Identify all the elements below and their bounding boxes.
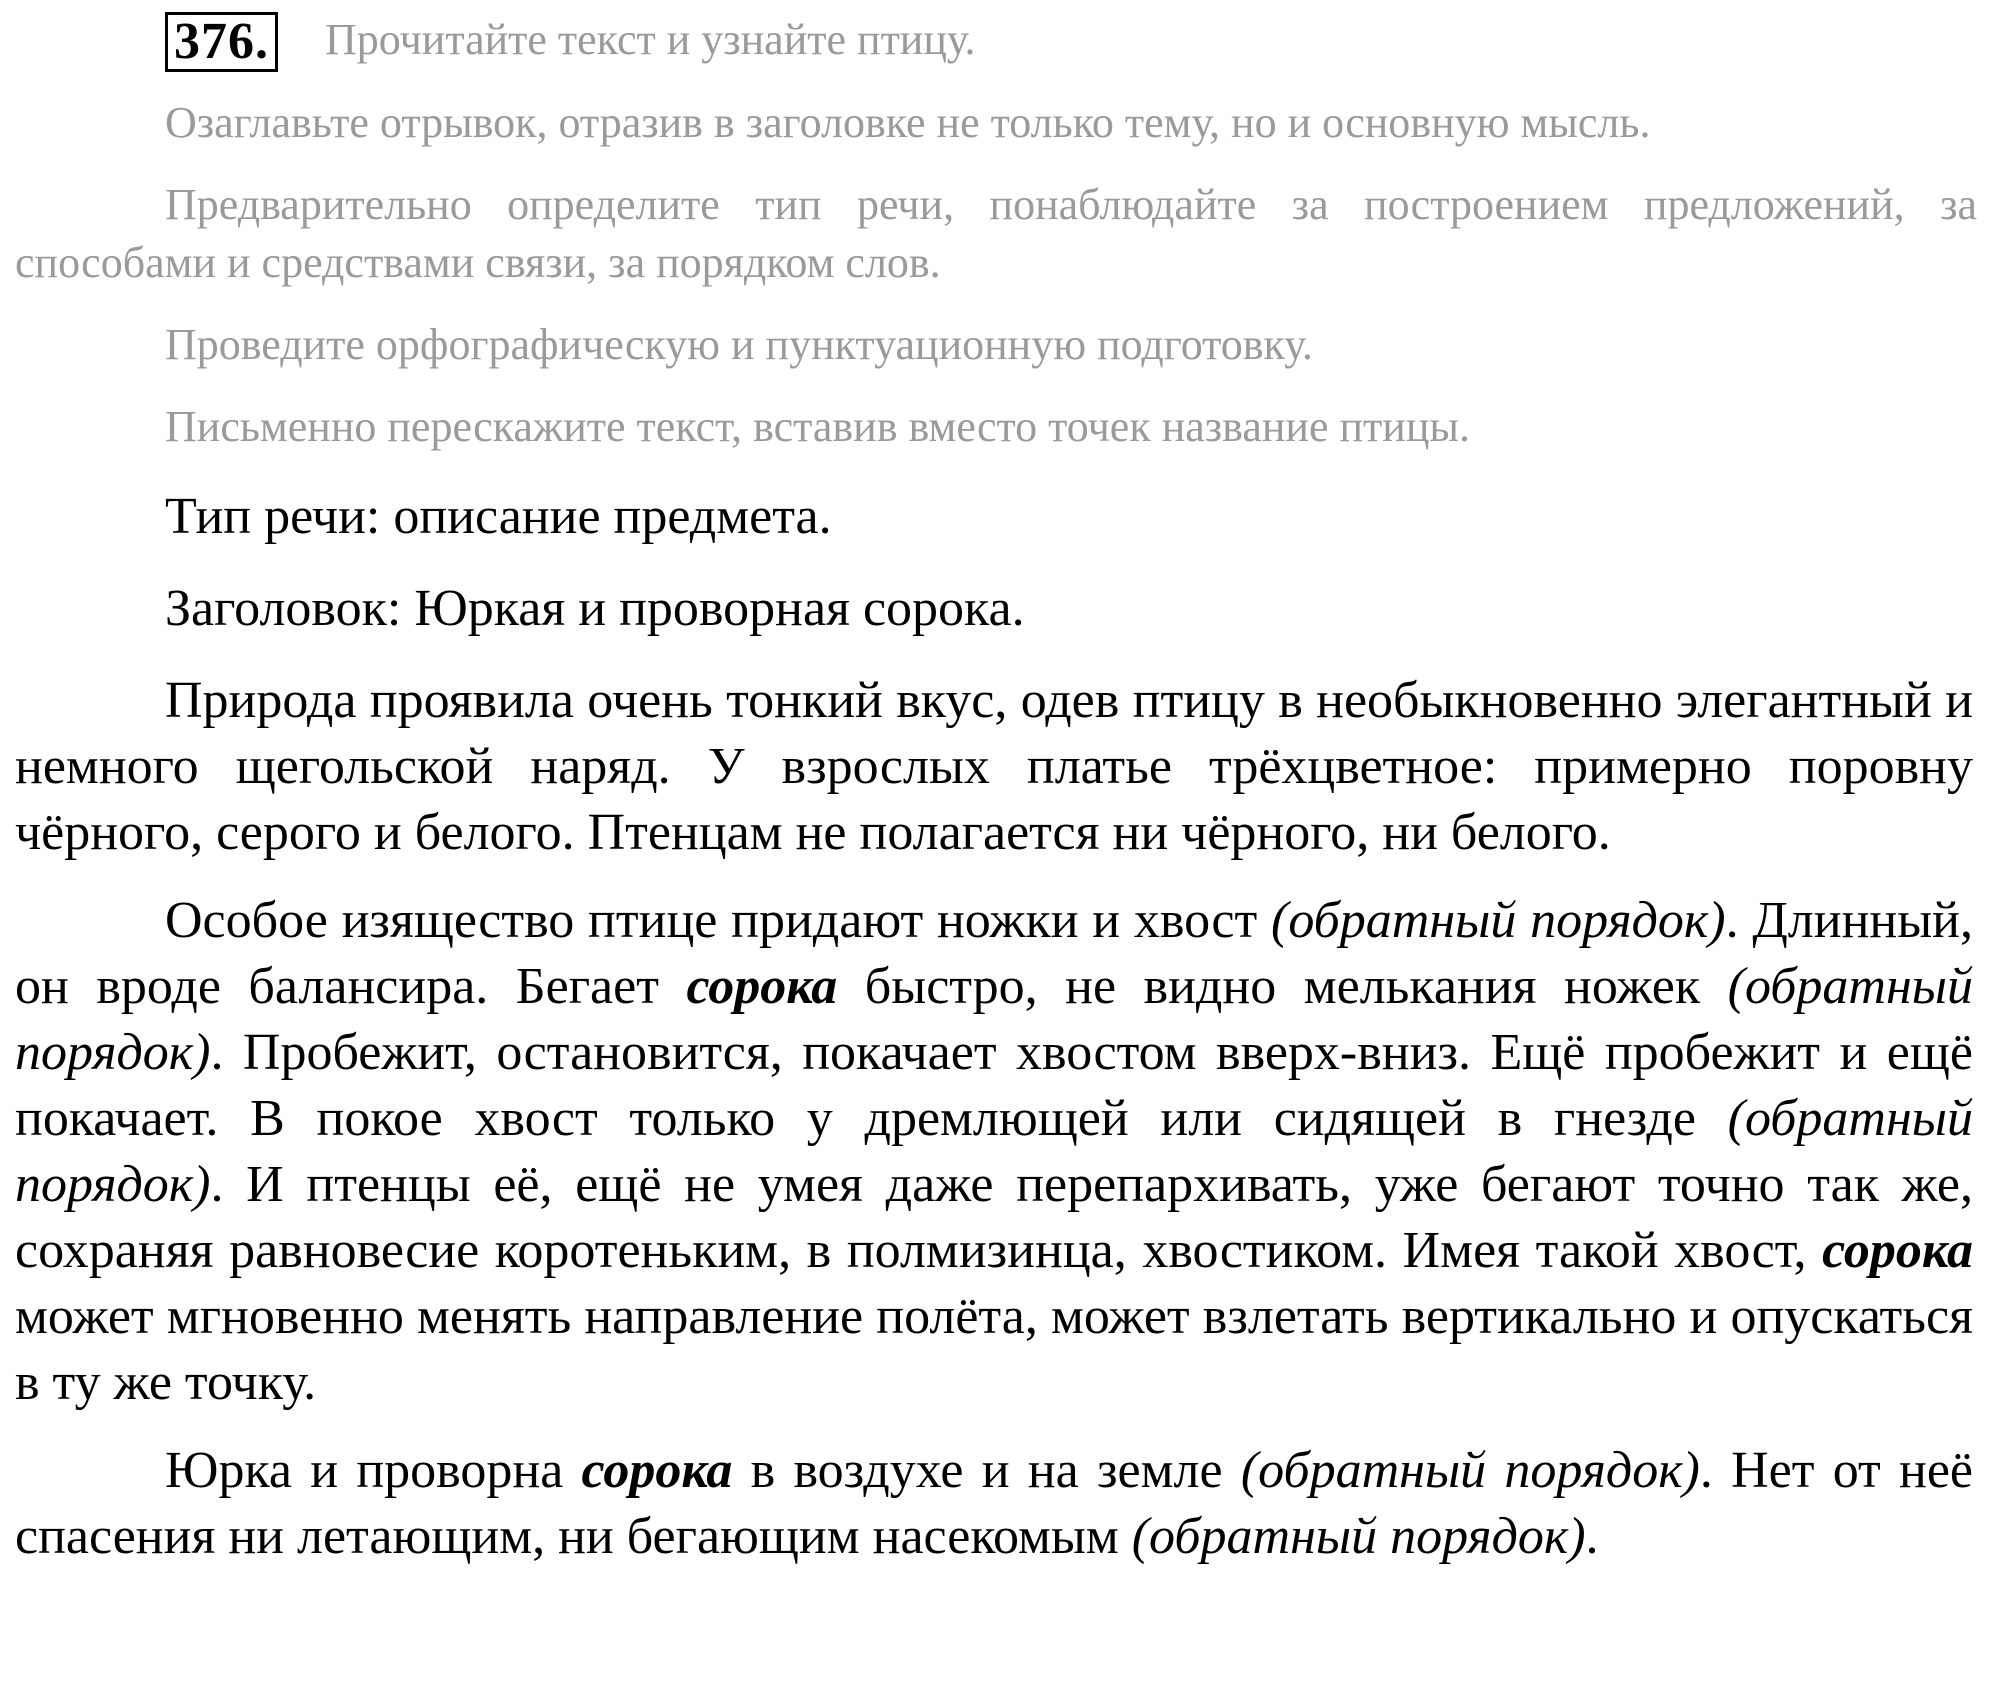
text-paragraph-3 (15, 1438, 1973, 1570)
word-order-note: (обратный порядок) (15, 1090, 1973, 1213)
text-span: . (1585, 1508, 1599, 1565)
textbook-page (15, 14, 1977, 1592)
bird-name-highlight: сорока (686, 958, 838, 1015)
instruction-title: Озаглавьте отрывок, отразив в заголовке не только тему, но и основную мысль. (165, 98, 1651, 147)
word-order-note: (обратный порядок) (1271, 892, 1726, 949)
answer-title: Заголовок: Юркая и проворная сорока. (165, 580, 1025, 637)
text-span: может мгновенно менять направление полёта, может взлетать вертикально и опускаться в ту же точку. (15, 1288, 1973, 1411)
text-paragraph-1: Природа проявила очень тонкий вкус, одев птицу в необыкновенно элегантный и немного щегольской наряд. У взрослых платье трёхцветное: примерно поровну чёрного, серого и белого. Птенцам не полагается ни чёрного, ни белого. (15, 672, 1973, 861)
exercise-number: 376. (165, 12, 278, 72)
text-span: . И птенцы её, ещё не умея даже перепархивать, уже бегают точно так же, сохраняя равновесие коротеньким, в полмизинца, хвостиком. Имея такой хвост, (15, 1156, 1973, 1279)
instruction-retell: Письменно перескажите текст, вставив вместо точек название птицы. (165, 402, 1470, 451)
text-span: . Нет от неё спасения ни летающим, ни бегающим насекомым (15, 1442, 1974, 1565)
instruction-analysis: Предварительно определите тип речи, понаблюдайте за построением предложений, за способами и средствами связи, за порядком слов. (15, 180, 1977, 287)
text-span: . Пробежит, остановится, покачает хвостом вверх-вниз. Ещё пробежит и ещё покачает. В покое хвост только у дремлющей или сидящей в гнезде (15, 1024, 1973, 1147)
text-span: в воздухе и на земле (732, 1442, 1241, 1499)
bird-name-highlight: сорока (581, 1442, 733, 1499)
instruction-preparation: Проведите орфографическую и пунктуационную подготовку. (165, 320, 1313, 369)
text-span: быстро, не видно мелькания ножек (837, 958, 1728, 1015)
word-order-note: (обратный порядок) (1240, 1442, 1700, 1499)
text-paragraph-2 (15, 888, 1973, 1416)
exercise-task: Прочитайте текст и узнайте птицу. (325, 15, 976, 64)
word-order-note: (обратный порядок) (1131, 1508, 1586, 1565)
text-span: Юрка и проворна (165, 1442, 582, 1499)
answer-speech-type: Тип речи: описание предмета. (165, 488, 832, 545)
word-order-note: (обратный порядок) (15, 958, 1973, 1081)
text-span: Особое изящество птице придают ножки и хвост (165, 892, 1271, 949)
exercise-header (15, 13, 1977, 70)
text-span: . Длинный, он вроде балансира. Бегает (15, 892, 1974, 1015)
bird-name-highlight: сорока (1822, 1222, 1973, 1279)
